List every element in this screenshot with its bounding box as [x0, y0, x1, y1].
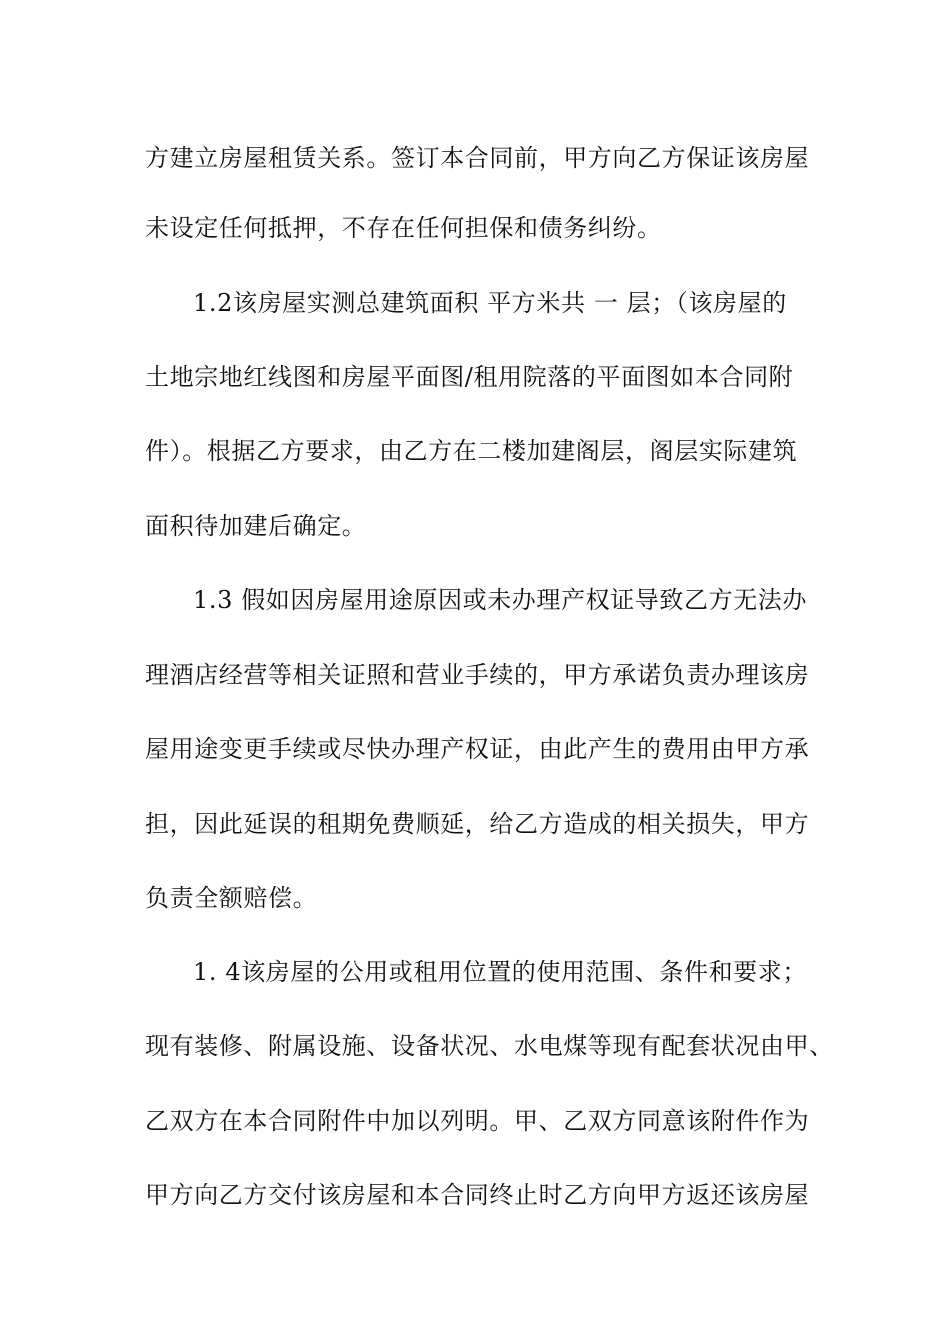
text-line-12: 1. 4该房屋的公用或租用位置的使用范围、条件和要求；	[193, 958, 807, 986]
text-line-10: 担，因此延误的租期免费顺延，给乙方造成的相关损失，甲方	[145, 810, 810, 838]
text-line-3: 1.2该房屋实测总建筑面积 平方米共 一 层；（该房屋的	[193, 289, 787, 317]
text-line-15: 甲方向乙方交付该房屋和本合同终止时乙方向甲方返还该房屋	[145, 1181, 810, 1209]
text-line-6: 面积待加建后确定。	[145, 512, 367, 540]
text-line-4: 土地宗地红线图和房屋平面图/租用院落的平面图如本合同附	[145, 363, 794, 391]
text-line-7: 1.3 假如因房屋用途原因或未办理产权证导致乙方无法办	[193, 586, 807, 614]
text-line-9: 屋用途变更手续或尽快办理产权证，由此产生的费用由甲方承	[145, 735, 810, 763]
text-line-11: 负责全额赔偿。	[145, 884, 318, 912]
text-line-2: 未设定任何抵押，不存在任何担保和债务纠纷。	[145, 214, 662, 242]
text-line-14: 乙双方在本合同附件中加以列明。甲、乙双方同意该附件作为	[145, 1107, 810, 1135]
text-line-1: 方建立房屋租赁关系。签订本合同前，甲方向乙方保证该房屋	[145, 144, 810, 172]
text-line-13: 现有装修、附属设施、设备状况、水电煤等现有配套状况由甲、	[145, 1032, 834, 1060]
text-line-5: 件）。根据乙方要求，由乙方在二楼加建阁层，阁层实际建筑	[145, 437, 798, 465]
text-line-8: 理酒店经营等相关证照和营业手续的，甲方承诺负责办理该房	[145, 661, 810, 689]
